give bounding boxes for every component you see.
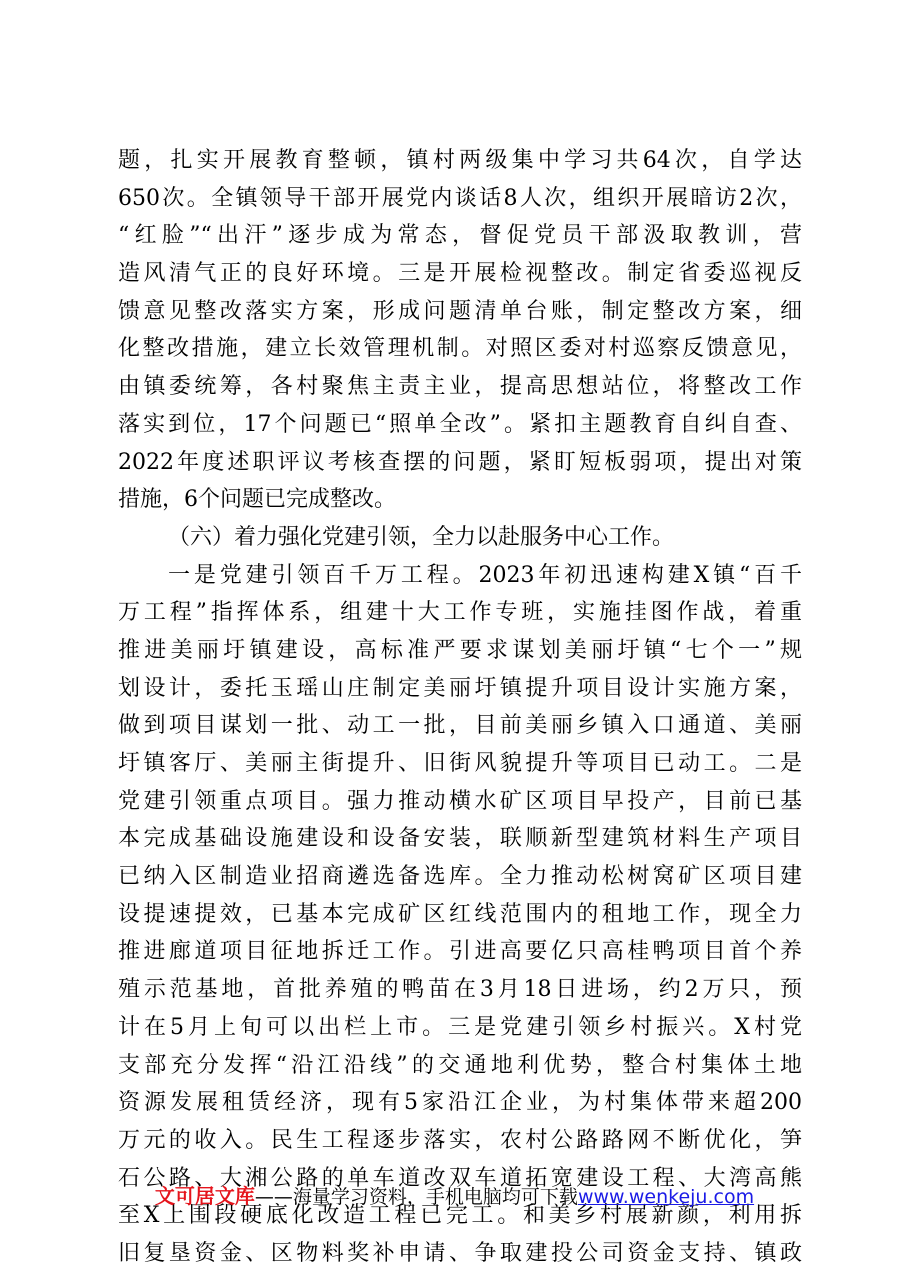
footer-link[interactable]: www.wenkeju.com	[577, 1186, 755, 1208]
footer-slogan: 海量学习资料，手机电脑均可下载	[292, 1186, 578, 1208]
text-line: 一是党建引领百千万工程。2023年初迅速构建X镇“百千	[168, 562, 802, 588]
text-line: 题，扎实开展教育整顿，镇村两级集中学习共64次，自学达	[118, 148, 802, 173]
section-heading: （六）着力强化党建引领，全力以赴服务中心工作。	[168, 524, 675, 550]
text-line: 至X上围段硬底化改造工程已完工。和美乡村展新颜，利用拆	[118, 1203, 802, 1229]
text-line: 造风清气正的良好环境。三是开展检视整改。制定省委巡视反	[118, 261, 802, 287]
text-line: 措施，6个问题已完成整改。	[118, 487, 396, 513]
text-line: “红脸”“出汗”逐步成为常态，督促党员干部汲取教训，营	[118, 223, 802, 249]
text-line: 资源发展租赁经济，现有5家沿江企业，为村集体带来超200	[118, 1090, 802, 1116]
text-line: 计在5月上旬可以出栏上市。三是党建引领乡村振兴。X村党	[118, 1014, 802, 1040]
text-line: 设提速提效，已基本完成矿区红线范围内的租地工作，现全力	[118, 901, 802, 927]
text-line: 万工程”指挥体系，组建十大工作专班，实施挂图作战，着重	[118, 600, 802, 626]
footer-separator: ——	[254, 1186, 293, 1208]
text-line: 化整改措施，建立长效管理机制。对照区委对村巡察反馈意见，	[118, 336, 802, 362]
text-line: 万元的收入。民生工程逐步落实，农村公路路网不断优化，笋	[118, 1127, 802, 1153]
text-line: 做到项目谋划一批、动工一批，目前美丽乡镇入口通道、美丽	[118, 713, 802, 739]
text-line: 推进美丽圩镇建设，高标准严要求谋划美丽圩镇“七个一”规	[118, 637, 802, 663]
text-line: 石公路、大湘公路的单车道改双车道拓宽建设工程、大湾高熊	[118, 1165, 802, 1191]
text-line: 支部充分发挥“沿江沿线”的交通地利优势，整合村集体土地	[118, 1052, 802, 1078]
text-line: 党建引领重点项目。强力推动横水矿区项目早投产，目前已基	[118, 788, 802, 814]
text-line: 本完成基础设施建设和设备安装，联顺新型建筑材料生产项目	[118, 826, 802, 852]
text-line: 由镇委统筹，各村聚焦主责主业，提高思想站位，将整改工作	[118, 374, 802, 400]
text-line: 馈意见整改落实方案，形成问题清单台账，制定整改方案，细	[118, 298, 802, 324]
footer-banner	[0, 1180, 909, 1209]
text-line: 落实到位，17个问题已“照单全改”。紧扣主题教育自纠自查、	[118, 411, 802, 437]
text-line: 圩镇客厅、美丽主街提升、旧街风貌提升等项目已动工。二是	[118, 751, 802, 776]
text-line: 划设计，委托玉瑶山庄制定美丽圩镇提升项目设计实施方案，	[118, 675, 802, 701]
text-line: 2022年度述职评议考核查摆的问题，紧盯短板弱项，提出对策	[118, 449, 802, 475]
footer-brand: 文可居文库	[154, 1184, 255, 1208]
text-line: 650次。全镇领导干部开展党内谈话8人次，组织开展暗访2次，	[118, 185, 802, 211]
text-line: 已纳入区制造业招商遴选备选库。全力推动松树窝矿区项目建	[118, 864, 802, 890]
text-line: 殖示范基地，首批养殖的鸭苗在3月18日进场，约2万只，预	[118, 977, 802, 1003]
text-line: 推进廊道项目征地拆迁工作。引进高要亿只高桂鸭项目首个养	[118, 939, 802, 965]
document-body	[118, 142, 802, 1273]
text-line: 旧复垦资金、区物料奖补申请、争取建投公司资金支持、镇政	[118, 1240, 802, 1266]
